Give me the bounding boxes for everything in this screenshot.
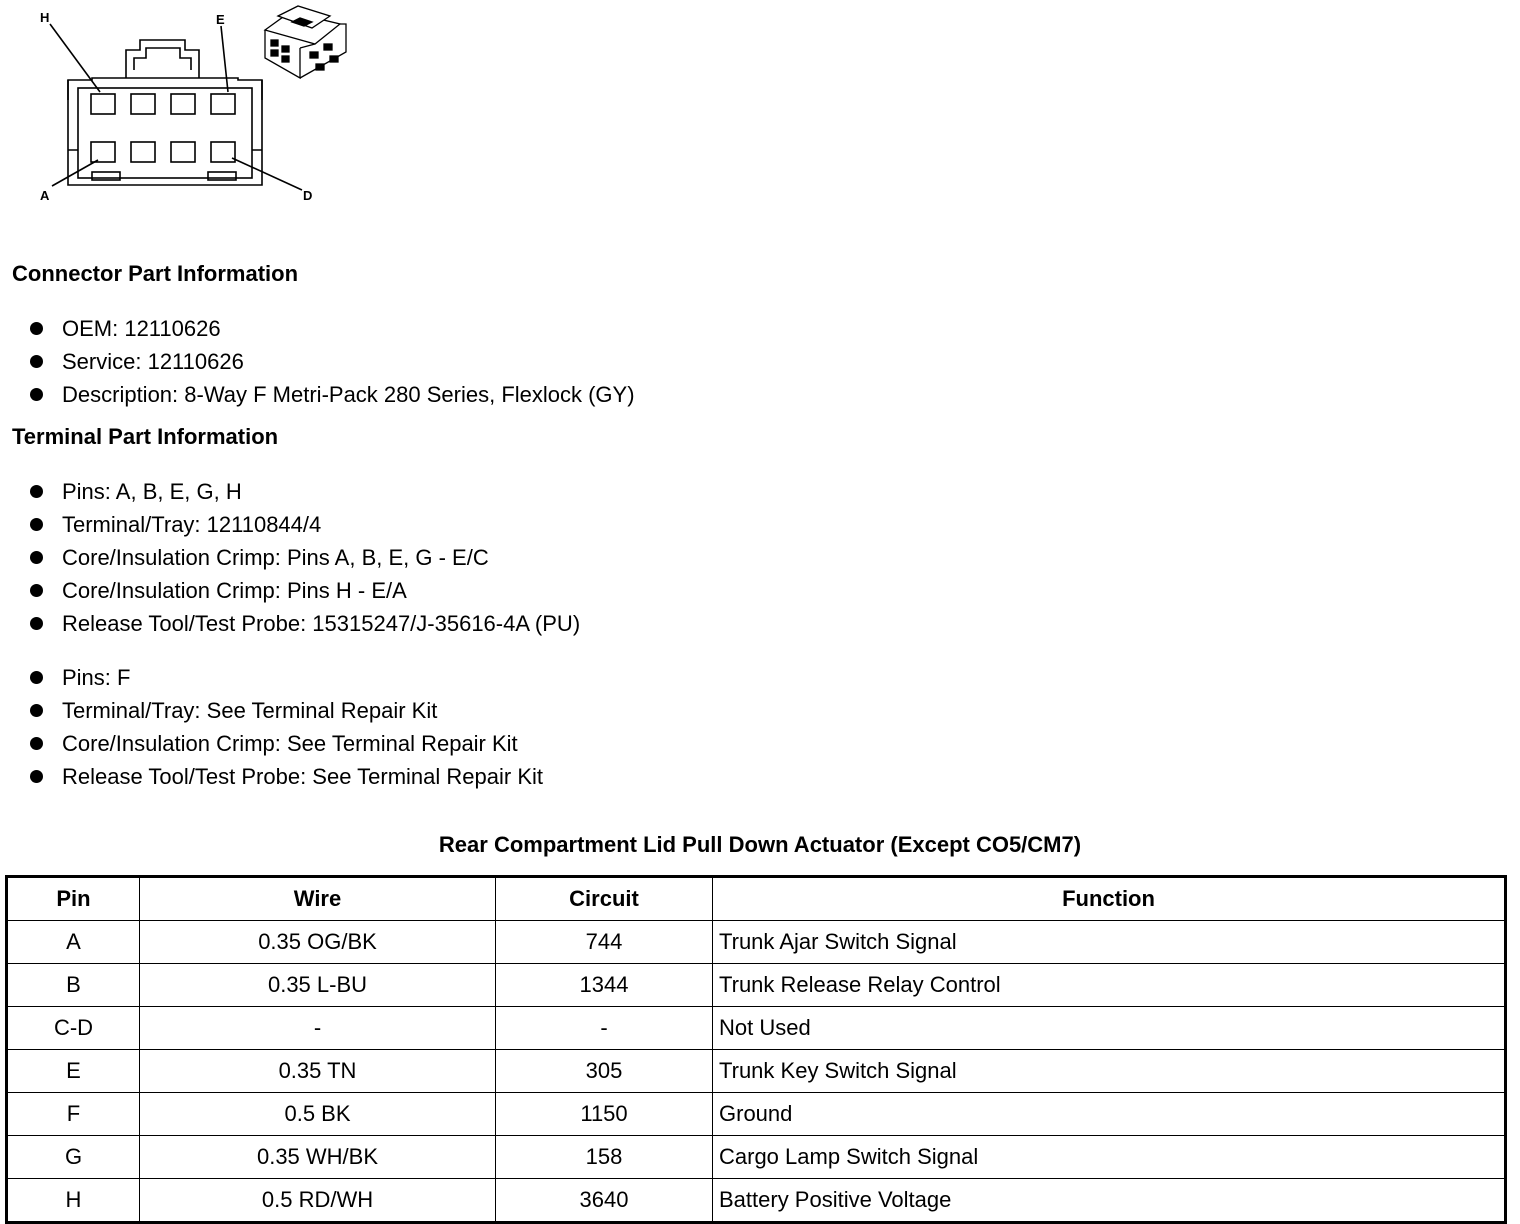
list-item [28, 661, 543, 694]
column-header-circuit: Circuit [496, 877, 713, 921]
terminal-part-info-list-2 [28, 661, 543, 793]
bullet-icon [30, 737, 43, 750]
list-item [28, 475, 580, 508]
connector-part-info-list [28, 312, 635, 411]
cell-function: Trunk Release Relay Control [713, 964, 1506, 1007]
table-row [7, 964, 1506, 1007]
table-row [7, 921, 1506, 964]
table-row [7, 1136, 1506, 1179]
list-item-text: Release Tool/Test Probe: 15315247/J-35616-4A (PU) [62, 611, 581, 636]
pin-label-h: H [40, 10, 50, 25]
pin-label-e: E [216, 12, 225, 27]
connector-part-info-heading: Connector Part Information [12, 261, 299, 286]
table-header-row [7, 877, 1506, 921]
list-item-text: OEM: 12110626 [62, 316, 221, 341]
cell-wire: 0.35 WH/BK [140, 1136, 496, 1179]
cell-circuit: 305 [496, 1050, 713, 1093]
pinout-table [5, 875, 1507, 1224]
bullet-icon [30, 617, 43, 630]
list-item [28, 378, 635, 411]
cell-wire: 0.35 TN [140, 1050, 496, 1093]
list-item-text: Terminal/Tray: See Terminal Repair Kit [62, 698, 438, 723]
cell-circuit: 1344 [496, 964, 713, 1007]
bullet-icon [30, 551, 43, 564]
list-item [28, 727, 543, 760]
cell-circuit: 744 [496, 921, 713, 964]
cell-function: Trunk Ajar Switch Signal [713, 921, 1506, 964]
bullet-icon [30, 355, 43, 368]
connector-thumbnail [265, 6, 346, 78]
cell-function: Not Used [713, 1007, 1506, 1050]
cell-pin: B [7, 964, 140, 1007]
cell-pin: A [7, 921, 140, 964]
column-header-function: Function [713, 877, 1506, 921]
cell-wire: 0.35 OG/BK [140, 921, 496, 964]
cell-circuit: 3640 [496, 1179, 713, 1223]
terminal-part-info-heading: Terminal Part Information [12, 424, 279, 449]
pinout-table-title: Rear Compartment Lid Pull Down Actuator (Except CO5/CM7) [438, 832, 1082, 857]
cell-circuit: 158 [496, 1136, 713, 1179]
list-item-text: Description: 8-Way F Metri-Pack 280 Series, Flexlock (GY) [62, 382, 635, 407]
cell-wire: - [140, 1007, 496, 1050]
table-row [7, 1179, 1506, 1223]
list-item [28, 760, 543, 793]
cell-pin: C-D [7, 1007, 140, 1050]
list-item [28, 508, 580, 541]
table-row [7, 1050, 1506, 1093]
bullet-icon [30, 322, 43, 335]
list-item-text: Terminal/Tray: 12110844/4 [62, 512, 322, 537]
list-item [28, 541, 580, 574]
bullet-icon [30, 770, 43, 783]
cell-pin: G [7, 1136, 140, 1179]
cell-pin: E [7, 1050, 140, 1093]
table-row [7, 1093, 1506, 1136]
cell-function: Ground [713, 1093, 1506, 1136]
connector-diagram [0, 0, 380, 215]
list-item-text: Service: 12110626 [62, 349, 244, 374]
cell-wire: 0.5 RD/WH [140, 1179, 496, 1223]
bullet-icon [30, 518, 43, 531]
list-item [28, 312, 635, 345]
bullet-icon [30, 388, 43, 401]
cell-function: Cargo Lamp Switch Signal [713, 1136, 1506, 1179]
column-header-wire: Wire [140, 877, 496, 921]
list-item-text: Core/Insulation Crimp: Pins A, B, E, G - E/C [62, 545, 489, 570]
cell-wire: 0.5 BK [140, 1093, 496, 1136]
list-item [28, 345, 635, 378]
cell-wire: 0.35 L-BU [140, 964, 496, 1007]
cell-function: Trunk Key Switch Signal [713, 1050, 1506, 1093]
terminal-part-info-list-1 [28, 475, 580, 640]
column-header-pin: Pin [7, 877, 140, 921]
cell-pin: H [7, 1179, 140, 1223]
list-item-text: Pins: A, B, E, G, H [62, 479, 242, 504]
cell-circuit: - [496, 1007, 713, 1050]
bullet-icon [30, 584, 43, 597]
cell-pin: F [7, 1093, 140, 1136]
list-item [28, 607, 580, 640]
list-item-text: Core/Insulation Crimp: Pins H - E/A [62, 578, 407, 603]
list-item [28, 574, 580, 607]
pin-label-d: D [303, 188, 313, 203]
list-item-text: Pins: F [62, 665, 131, 690]
bullet-icon [30, 671, 43, 684]
pin-label-a: A [40, 188, 50, 203]
table-row [7, 1007, 1506, 1050]
list-item-text: Release Tool/Test Probe: See Terminal Repair Kit [62, 764, 543, 789]
cell-function: Battery Positive Voltage [713, 1179, 1506, 1223]
bullet-icon [30, 704, 43, 717]
cell-circuit: 1150 [496, 1093, 713, 1136]
list-item [28, 694, 543, 727]
list-item-text: Core/Insulation Crimp: See Terminal Repair Kit [62, 731, 518, 756]
bullet-icon [30, 485, 43, 498]
